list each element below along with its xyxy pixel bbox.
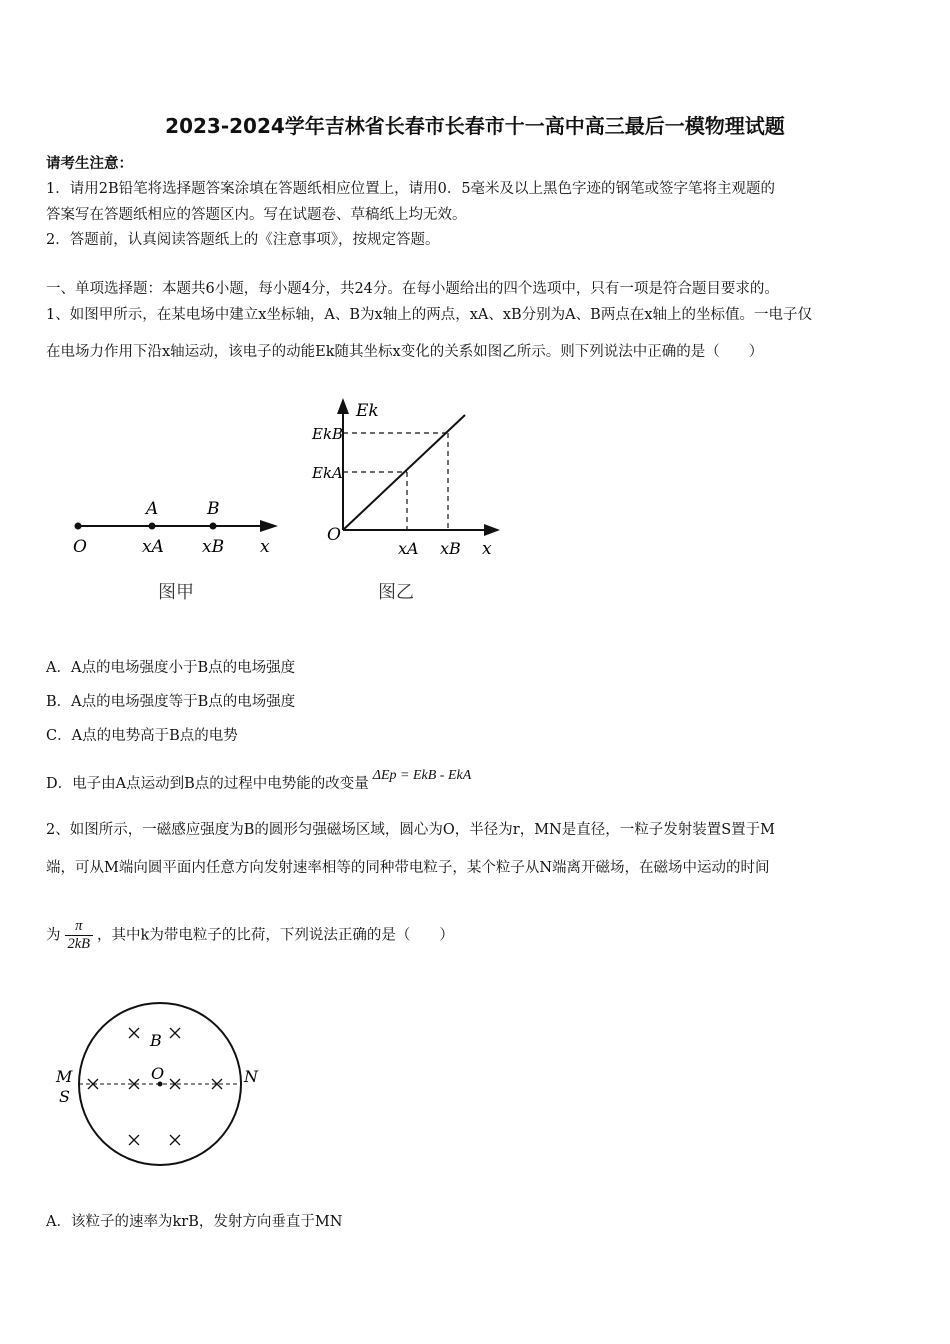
q2-line3-suffix: ，其中k为带电粒子的比荷，下列说法正确的是（ ） bbox=[97, 927, 454, 944]
fraction-denominator: 2kB bbox=[67, 936, 91, 952]
label-x: x bbox=[260, 537, 270, 557]
label-o: O bbox=[73, 537, 87, 557]
label-b: B bbox=[207, 499, 220, 519]
label-a: A bbox=[146, 499, 159, 519]
label-x: x bbox=[482, 539, 492, 559]
label-ek: Ek bbox=[356, 401, 379, 421]
label-xb: xB bbox=[440, 539, 461, 558]
q1-stem-line-2: 在电场力作用下沿x轴运动，该电子的动能Ek随其坐标x变化的关系如图乙所示。则下列说法中正确的是（ ） bbox=[46, 344, 764, 360]
label-ekb: EkB bbox=[312, 425, 344, 443]
q2-time-fraction bbox=[65, 918, 94, 953]
q1-option-b: B．A点的电场强度等于B点的电场强度 bbox=[46, 694, 296, 710]
label-n: N bbox=[244, 1067, 258, 1086]
q2-option-a: A．该粒子的速率为krB，发射方向垂直于MN bbox=[46, 1214, 343, 1230]
q1-option-d-formula: ΔEp = EkB - EkA bbox=[372, 768, 472, 783]
x-axis-arrow bbox=[484, 524, 500, 536]
notice-line-1-cont: 答案写在答题纸相应的答题区内。写在试题卷、草稿纸上均无效。 bbox=[46, 207, 467, 223]
label-xb: xB bbox=[202, 537, 225, 557]
cross-mark bbox=[129, 1028, 139, 1038]
point-a bbox=[149, 523, 156, 530]
label-xa: xA bbox=[398, 539, 419, 558]
label-m: M bbox=[56, 1067, 73, 1086]
caption-jia: 图甲 bbox=[158, 582, 194, 603]
q2-stem-line-1: 2、如图所示，一磁感应强度为B的圆形匀强磁场区域，圆心为O，半径为r，MN是直径，一粒子发射装置S置于M bbox=[46, 822, 776, 838]
y-axis-arrow bbox=[337, 398, 349, 414]
fraction-numerator: π bbox=[65, 918, 94, 936]
label-s: S bbox=[59, 1087, 70, 1106]
notice-heading: 请考生注意： bbox=[46, 155, 133, 172]
label-eka: EkA bbox=[312, 464, 343, 482]
label-b: B bbox=[150, 1031, 162, 1050]
q2-stem-line-2: 端，可从M端向圆平面内任意方向发射速率相等的同种带电粒子，某个粒子从N端离开磁场，在磁场中运动的时间 bbox=[46, 860, 770, 876]
figure-jia bbox=[60, 490, 290, 610]
notice-line-1: 1．请用2B铅笔将选择题答案涂填在答题纸相应位置上，请用0．5毫米及以上黑色字迹的钢笔或签字笔将主观题的 bbox=[46, 181, 776, 197]
label-o: O bbox=[151, 1064, 165, 1083]
cross-mark bbox=[170, 1028, 180, 1038]
q1-option-d-text: D．电子由A点运动到B点的过程中电势能的改变量 bbox=[46, 776, 369, 792]
q1-option-d bbox=[46, 768, 472, 793]
q1-stem-line-1: 1、如图甲所示，在某电场中建立x坐标轴，A、B为x轴上的两点，xA、xB分别为A、B两点在x轴上的坐标值。一电子仅 bbox=[46, 307, 812, 323]
x-axis-arrow bbox=[260, 520, 278, 532]
cross-mark bbox=[170, 1135, 180, 1145]
figure-magnetic-field bbox=[50, 998, 270, 1178]
notice-line-2: 2．答题前，认真阅读答题纸上的《注意事项》，按规定答题。 bbox=[46, 232, 440, 248]
section-heading: 一、单项选择题：本题共6小题，每小题4分，共24分。在每小题给出的四个选项中，只有一项是符合题目要求的。 bbox=[46, 281, 779, 297]
label-o: O bbox=[327, 525, 341, 545]
q2-line3-prefix: 为 bbox=[46, 927, 61, 944]
point-b bbox=[210, 523, 217, 530]
origin-point bbox=[75, 523, 82, 530]
label-xa: xA bbox=[142, 537, 164, 557]
q1-option-a: A．A点的电场强度小于B点的电场强度 bbox=[46, 660, 296, 676]
q2-stem-line-3 bbox=[46, 918, 454, 953]
figure-yi bbox=[310, 390, 510, 610]
q1-option-c: C．A点的电势高于B点的电势 bbox=[46, 728, 238, 744]
page-title: 2023-2024学年吉林省长春市长春市十一高中高三最后一模物理试题 bbox=[165, 114, 785, 138]
caption-yi: 图乙 bbox=[378, 582, 414, 603]
cross-mark bbox=[129, 1135, 139, 1145]
